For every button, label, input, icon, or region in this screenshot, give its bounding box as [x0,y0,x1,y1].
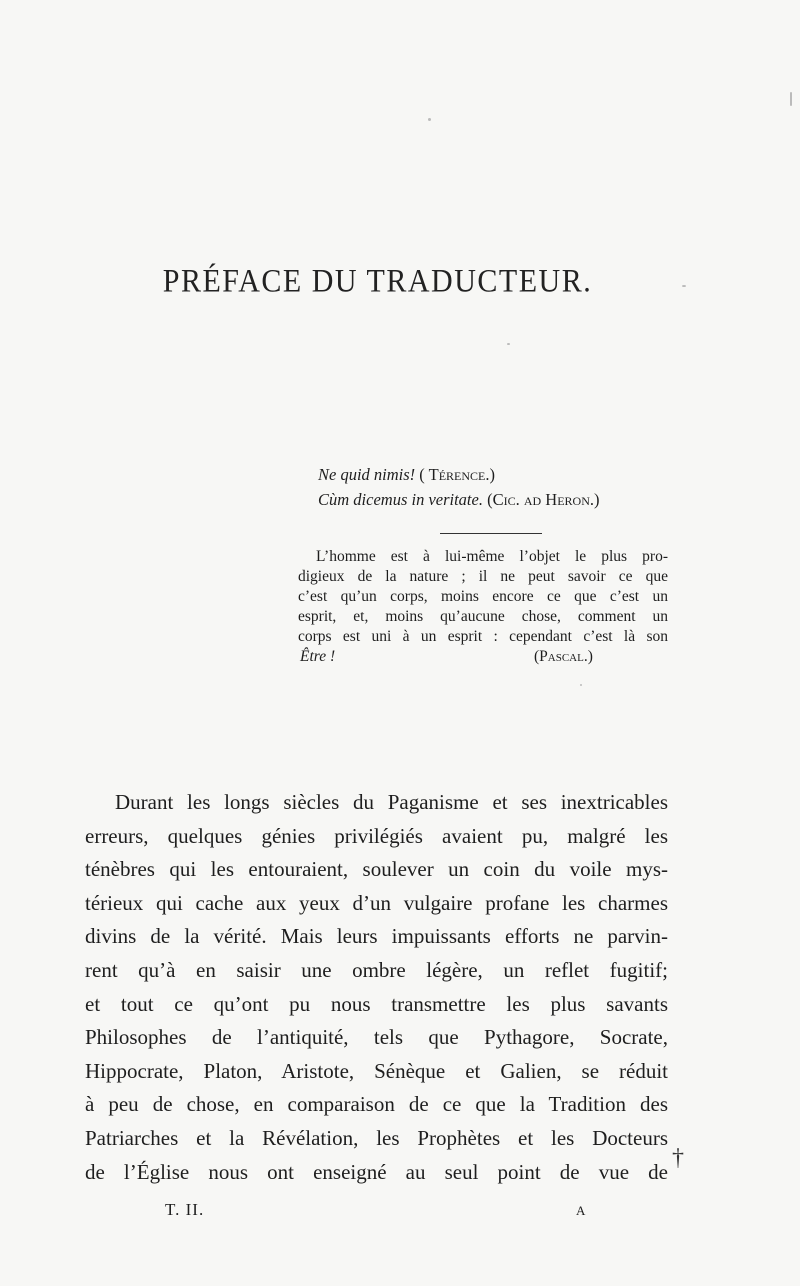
paragraph-line: et tout ce qu’ont pu nous transmettre les plus savants [85,991,668,1016]
paragraph-line: ténèbres qui les entouraient, soulever un coin du voile mys- [85,857,668,882]
epigraphs [318,462,678,512]
epigraph-attribution: ( Térence.) [419,465,495,484]
quote-last-word: Être ! [300,648,336,665]
quote-last-row [298,647,668,667]
signature-mark: T. II. [165,1200,205,1219]
paper-speck [507,343,510,345]
paragraph-line: à peu de chose, en comparaison de ce que la Tradition des [85,1092,668,1117]
paper-speck [580,684,582,686]
quote-line: c’est qu’un corps, moins encore ce que c’est un [298,588,668,605]
epigraph-terence [318,462,678,487]
paragraph-line: de l’Église nous ont enseigné au seul point de vue de [85,1159,668,1184]
paragraph-line: rent qu’à en saisir une ombre légère, un reflet fugitif; [85,957,668,982]
quote-line: L’homme est à lui-même l’objet le plus pro- [316,548,668,565]
paragraph-line: divins de la vérité. Mais leurs impuissants efforts ne parvin- [85,924,668,949]
quote-line: corps est uni à un esprit : cependant c’est là son [298,628,668,645]
paper-speck [428,118,431,121]
paragraph-line: Durant les longs siècles du Paganisme et ses inextricables [115,790,668,814]
epigraph-cicero [318,487,678,512]
quote-line: digieux de la nature ; il ne peut savoir ce que [298,568,668,585]
paragraph-line: térieux qui cache aux yeux d’un vulgaire profane les charmes [85,890,668,915]
epigraph-text: Ne quid nimis! [318,465,416,484]
pascal-quote [298,547,668,667]
paper-speck [790,92,792,106]
paragraph-line: Patriarches et la Révélation, les Prophètes et les Docteurs [85,1125,668,1150]
main-paragraph [85,786,668,1189]
epigraph-text: Cùm dicemus in veritate. [318,490,483,509]
margin-cross-mark: † [672,1145,684,1171]
separator-rule [440,533,542,534]
epigraph-attribution: (Cic. ad Heron.) [487,490,600,509]
paper-speck [682,285,686,287]
page-title: PRÉFACE DU TRADUCTEUR. [162,263,593,300]
paragraph-line: Philosophes de l’antiquité, tels que Pythagore, Socrate, [85,1025,668,1050]
paragraph-line: Hippocrate, Platon, Aristote, Sénèque et Galien, se réduit [85,1058,668,1083]
quote-attribution: (Pascal.) [534,648,593,665]
gathering-letter: A [576,1203,586,1218]
paragraph-line: erreurs, quelques génies privilégiés avaient pu, malgré les [85,823,668,848]
quote-line: esprit, et, moins qu’aucune chose, comment un [298,608,668,625]
